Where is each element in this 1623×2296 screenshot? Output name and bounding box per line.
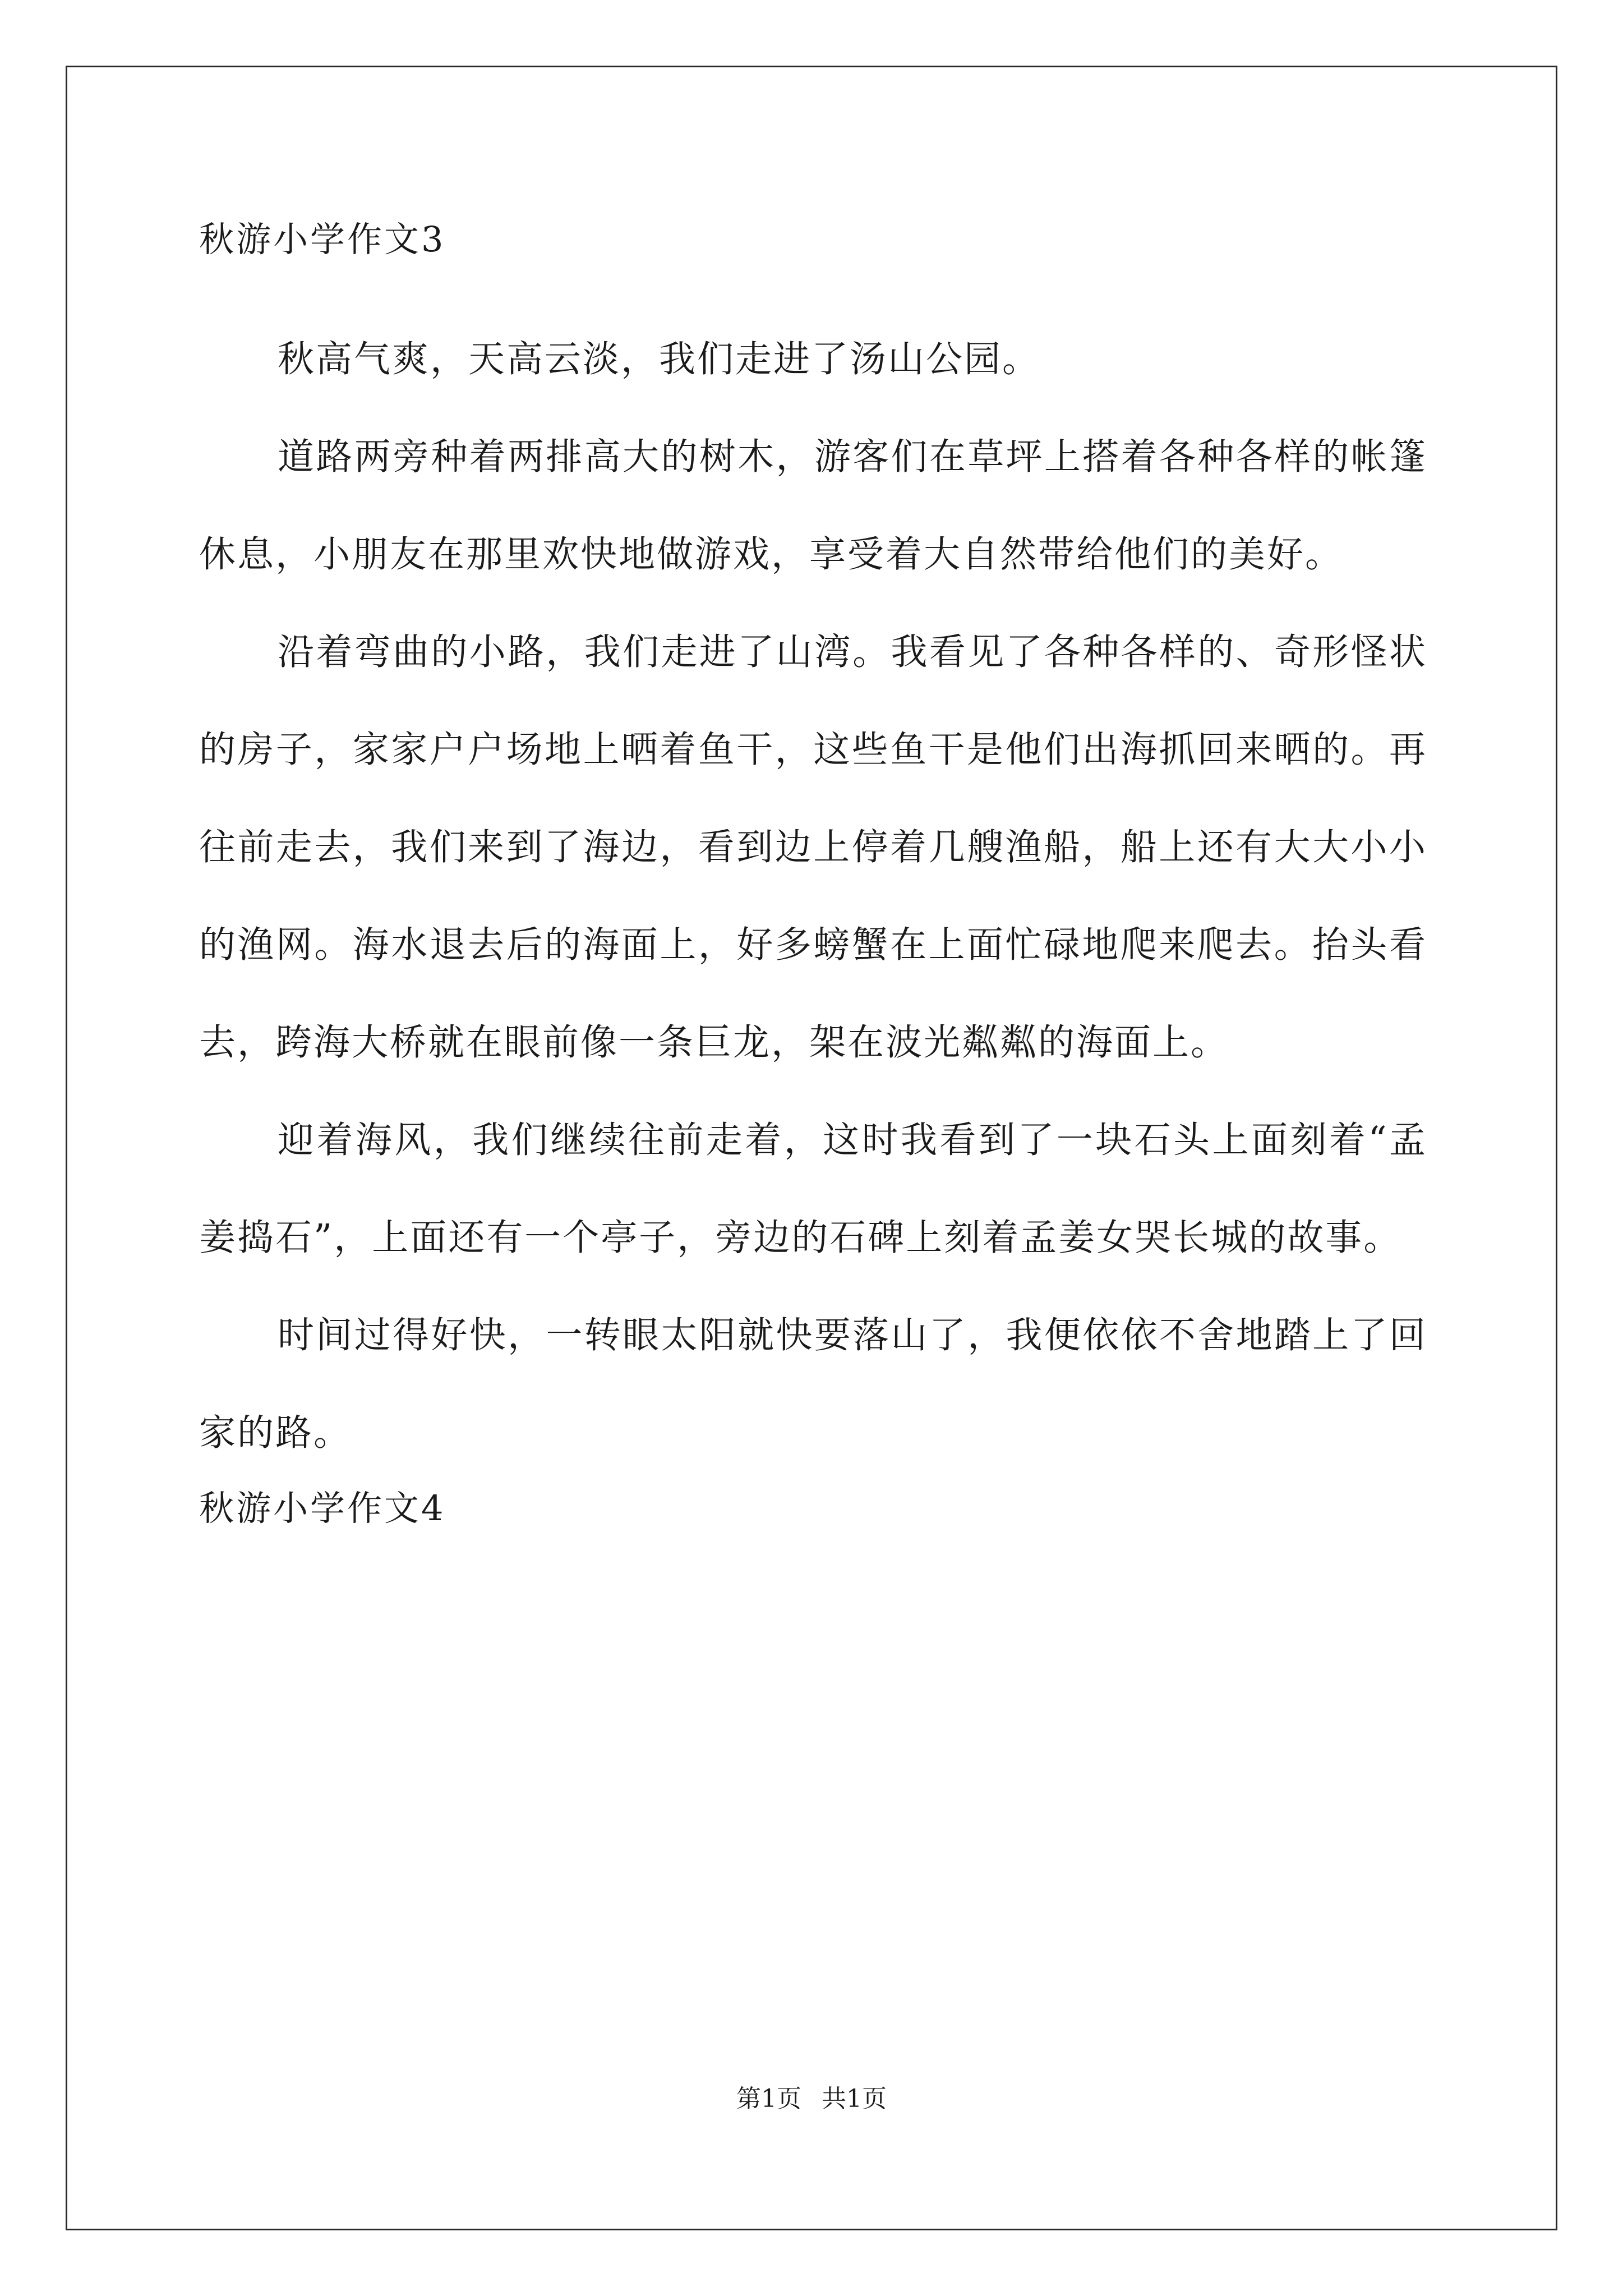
essay3-title: 秋游小学作文3 <box>199 219 446 260</box>
paragraph: 迎着海风，我们继续往前走着，这时我看到了一块石头上面刻着“孟姜捣石”，上面还有一个亭子，旁边的石碑上刻着孟姜女哭长城的故事。 <box>199 1119 1427 1259</box>
paragraph: 沿着弯曲的小路，我们走进了山湾。我看见了各种各样的、奇形怪状的房子，家家户户场地上晒着鱼干，这些鱼干是他们出海抓回来晒的。再往前走去，我们来到了海边，看到边上停着几艘渔船，船上还有大大小小的渔网。海水退去后的海面上，好多螃蟹在上面忙碌地爬来爬去。抬头看去，跨海大桥就在眼前像一条巨龙，架在波光粼粼的海面上。 <box>199 631 1427 1064</box>
paragraph: 时间过得好快，一转眼太阳就快要落山了，我便依依不舍地踏上了回家的路。 <box>199 1314 1427 1454</box>
page-number: 第1页 <box>736 2085 801 2113</box>
essay4-title: 秋游小学作文4 <box>199 1488 446 1529</box>
page-footer <box>0 2082 1623 2116</box>
paragraph: 秋高气爽，天高云淡，我们走进了汤山公园。 <box>278 338 1041 380</box>
paragraph: 道路两旁种着两排高大的树木，游客们在草坪上搭着各种各样的帐篷休息，小朋友在那里欢快地做游戏，享受着大自然带给他们的美好。 <box>199 436 1427 576</box>
document-body <box>199 213 1427 1580</box>
page-count: 共1页 <box>822 2085 887 2113</box>
